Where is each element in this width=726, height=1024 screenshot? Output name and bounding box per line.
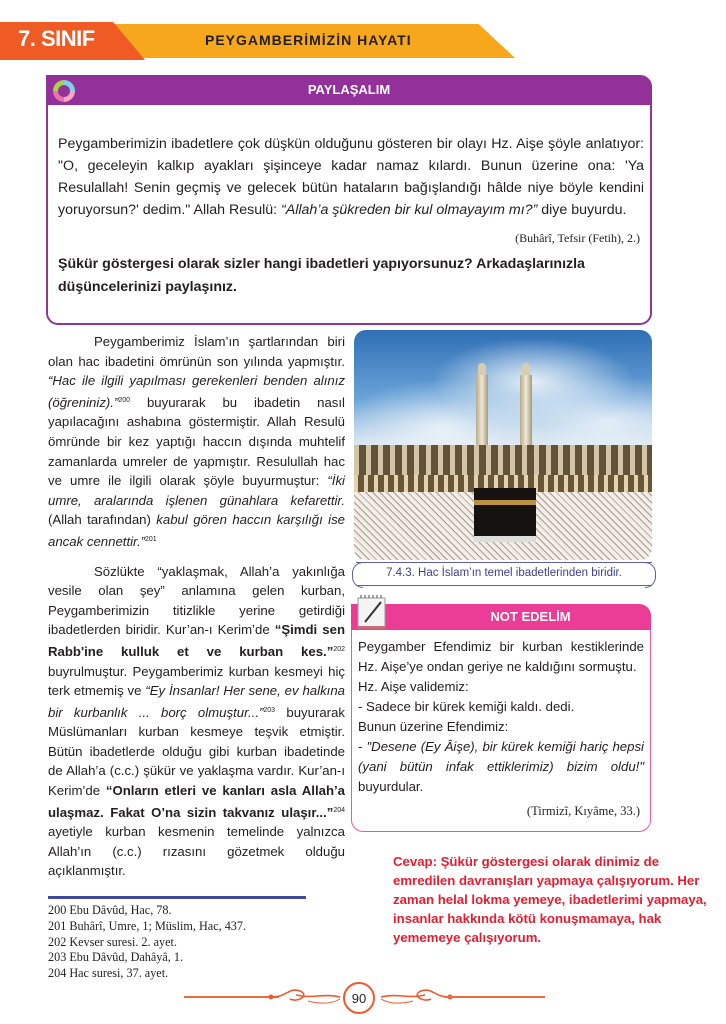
page-number: 90 <box>351 991 367 1006</box>
footnote-ref[interactable]: 203 <box>263 706 276 714</box>
paylasalim-text <box>58 133 644 221</box>
paylasalim-title: PAYLAŞALIM <box>307 82 391 97</box>
figure-caption: 7.4.3. Hac İslam’ın temel ibadetlerinden biridir. <box>386 567 622 579</box>
hadith-quote: kabul gören haccın karşılığı ise ancak cennettir.” <box>48 512 346 549</box>
not-edelim-box <box>351 604 651 832</box>
ayah-quote: “Onların etleri ve kanları asla Allah’a ulaşmaz. Fakat O’na sizin takvanız ulaşır...” <box>48 783 346 820</box>
grade-label: 7. SINIF <box>18 26 95 51</box>
hadith-quote: "Desene (Ey Âişe), bir kürek kemiği hariç hepsi (yani bütün infak ettiklerimiz) bizim oldu!" <box>358 739 644 774</box>
footnote-ref[interactable]: 201 <box>145 535 157 543</box>
note-quote-line <box>358 737 644 797</box>
hadith-quote: “Hac ile ilgili yapılması gerekenleri benden alınız (öğreniniz).” <box>48 373 345 410</box>
figure-caption-frame <box>356 562 652 586</box>
not-edelim-header <box>351 604 651 630</box>
text-span: buyrulmuştur. Peygamberimiz kurban kesmeyi hiç terk etmemiş ve <box>48 663 345 699</box>
page-ornament-line-left <box>184 996 279 998</box>
paylasalim-source: (Buhârî, Tefsir (Fetih), 2.) <box>515 231 640 245</box>
not-edelim-source: (Tirmizî, Kıyâme, 33.) <box>526 804 640 818</box>
page-ornament-line-right <box>445 996 545 998</box>
paylasalim-header <box>46 75 652 105</box>
hadith-quote: “İki umre, aralarında işlenen günahlara kefarettir. <box>48 473 345 508</box>
hadith-quote: “Ey İnsanlar! Her sene, ev halkına bir kurbanlık ... borç olmuştur...” <box>48 683 345 720</box>
paragraph-hajj <box>48 332 345 552</box>
paragraph-kurban <box>48 562 345 882</box>
student-answer: Cevap: Şükür göstergesi olarak dinimiz de emredilen davranışları yapmaya çalışıyorum. Her zaman helal lokma yemeye, ibadetlerimi yapmaya, insanlar hakkında kötü konuşmamaya, hak yememeye çalışıyorum. <box>393 854 707 945</box>
footnote-divider <box>48 896 306 899</box>
text-span: Sözlükte “yaklaşmak, Allah’a yakınlığa vesile olan şey” anlamına gelen kurban, Peygamberimizin titizlikle yerine getirdiği ibadetlerden biridir. Kur’an-ı Kerim’de <box>48 563 345 638</box>
not-edelim-text <box>358 637 644 797</box>
ayah-quote: “Şimdi sen Rabb'ine kulluk et ve kurban kes.” <box>48 622 346 659</box>
footnote-201: 201 Buhârî, Umre, 1; Müslim, Hac, 437. <box>48 918 247 933</box>
main-text <box>48 332 345 881</box>
paylasalim-narrative: Peygamberimizin ibadetlere çok düşkün olduğunu gösteren bir olayı Hz. Aişe şöyle anlatıyor: "O, geceleyin kalkıp ayakları şişinceye kadar namaz kılardı. Bunun üzerine ona: 'Ya Resulallah! Senin geçmiş ve gelecek bütün hataların bağışlandığı hâlde niye böyle kendini yoruyorsun?' dedim." Allah Resulü: <box>58 136 644 218</box>
text-span: buyurarak bu ibadetin nasıl yapılacağını ashabına göstermiştir. Allah Resulü ömründe bir kez yaptığı haccın dışında muhtelif zamanlarda umreler de yapmıştır. Resulullah hac ve umre ile ilgili olarak şöyle buyurmuştur: <box>48 394 345 489</box>
page-ornament-left <box>268 985 343 1007</box>
notepad-pen-icon <box>355 592 389 630</box>
footnote-200: 200 Ebu Dâvûd, Hac, 78. <box>48 903 172 917</box>
unit-title: PEYGAMBERİMİZİN HAYATI <box>205 32 412 48</box>
text-span: (Allah tarafından) <box>48 512 157 528</box>
note-line: - Sadece bir kürek kemiği kaldı. dedi. <box>358 699 575 714</box>
paylasalim-question: Şükür göstergesi olarak sizler hangi ibadetleri yapıyorsunuz? Arkadaşlarınızla düşüncelerinizi paylaşınız. <box>58 256 585 295</box>
minaret-left <box>476 375 488 450</box>
text-span: ayetiyle kurban kesmenin temelinde yalnızca Allah’ın (c.c.) rızasını gözetmek olduğu açıklanmıştır. <box>48 824 345 879</box>
kaaba-photo <box>354 330 652 560</box>
kaaba <box>474 488 536 536</box>
footnote-202: 202 Kevser suresi. 2. ayet. <box>48 934 177 949</box>
sky-clouds <box>354 330 652 460</box>
footnote-ref[interactable]: 204 <box>333 806 345 814</box>
footnote-ref[interactable]: 202 <box>333 645 345 653</box>
chapter-header <box>0 22 726 60</box>
note-line: Peygamber Efendimiz bir kurban kestiklerinde Hz. Aişe’ye ondan geriye ne kaldığını sormuştu. <box>358 639 644 674</box>
minaret-right <box>520 375 532 450</box>
text-span: Peygamberimiz İslam’ın şartlarından biri olan hac ibadetini ömrünün son yılında yapmıştır. <box>48 334 345 369</box>
footnote-ref[interactable]: 200 <box>118 396 131 404</box>
footnote-203: 203 Ebu Dâvûd, Dahâyâ, 1. <box>48 950 184 965</box>
page-ornament-right <box>378 985 453 1007</box>
note-line: Hz. Aişe validemiz: <box>358 679 469 694</box>
paylasalim-quote: “Allah’a şükreden bir kul olmayayım mı?” <box>281 202 538 218</box>
footnotes <box>48 903 246 982</box>
text-span: buyurdular. <box>358 779 424 794</box>
paylasalim-box <box>46 75 652 325</box>
note-line: Bunun üzerine Efendimiz: <box>358 719 509 734</box>
footnote-204: 204 Hac suresi, 37. ayet. <box>48 966 169 981</box>
page-number-badge <box>343 982 375 1014</box>
text-span: - <box>358 739 367 754</box>
not-edelim-title: NOT EDELİM <box>490 609 571 624</box>
paylasalim-tail: diye buyurdu. <box>537 202 627 218</box>
text-span: buyurarak Müslümanları kurban kesmeye teşvik etmiştir. Bütün ibadetlerde olduğu gibi kurban ibadetinde de Allah’a (c.c.) şükür ve yaklaşma vardır. Kur’an-ı Kerim’de <box>48 704 345 799</box>
